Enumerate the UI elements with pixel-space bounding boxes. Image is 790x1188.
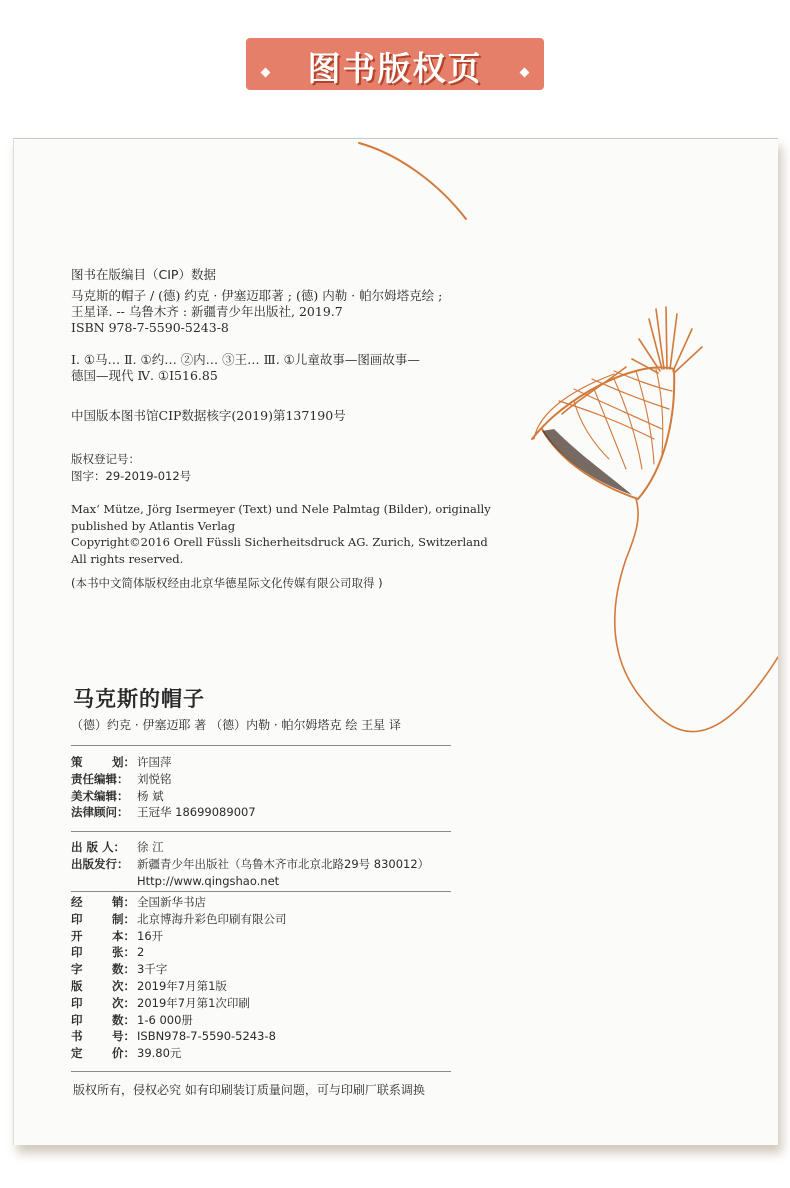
row-label: 法律顾问： — [71, 805, 129, 820]
row-label: 出 版 人： — [71, 840, 126, 854]
row-label: 策 划： — [71, 755, 135, 769]
original-line: Max‘ Mütze, Jörg Isermeyer (Text) und Nele Palmtag (Bilder), originally — [71, 502, 491, 516]
row-value: 1-6 000册 — [137, 1012, 193, 1027]
specs-list — [71, 894, 287, 1062]
row-value: 16开 — [137, 928, 164, 943]
classification-line: 德国—现代 Ⅳ. ①I516.85 — [71, 368, 218, 383]
divider — [71, 891, 451, 892]
registration-section — [71, 451, 531, 485]
row-label: 定 价： — [71, 1046, 135, 1061]
registration-label: 版权登记号： — [71, 452, 140, 466]
spec-row — [71, 928, 287, 945]
row-value: ISBN978-7-5590-5243-8 — [137, 1029, 276, 1044]
row-value: 刘悦铭 — [137, 771, 172, 786]
staff-row — [71, 804, 256, 821]
original-edition-notice — [71, 501, 531, 567]
rights-note-text: (本书中文简体版权经由北京华德星际文化传媒有限公司取得 ) — [71, 576, 383, 590]
row-label: 书 号： — [71, 1029, 135, 1044]
row-label — [71, 873, 135, 890]
row-value: 全国新华书店 — [137, 895, 206, 909]
banner — [246, 38, 544, 90]
spec-row — [71, 911, 287, 928]
cip-section — [71, 267, 531, 283]
row-value: 王冠华 18699089007 — [137, 805, 256, 820]
row-value: 许国萍 — [137, 755, 172, 769]
publisher-row — [71, 873, 429, 890]
classification-line: Ⅰ. ①马… Ⅱ. ①约… ②内… ③王… Ⅲ. ①儿童故事—图画故事— — [71, 352, 420, 367]
row-label: 字 数： — [71, 962, 135, 977]
original-line: All rights reserved. — [71, 551, 184, 566]
row-value: 2 — [137, 945, 145, 960]
publisher-list — [71, 839, 429, 889]
spec-row — [71, 944, 287, 961]
cip-line: 王星译. -- 乌鲁木齐 : 新疆青少年出版社, 2019.7 — [71, 304, 343, 319]
cip-heading: 图书在版编目（CIP）数据 — [71, 267, 216, 282]
row-label: 责任编辑： — [71, 771, 129, 786]
cip-classification — [71, 352, 531, 384]
cip-record — [71, 288, 531, 336]
row-label: 印 张： — [71, 945, 135, 960]
divider — [71, 1071, 451, 1072]
row-value: 39.80元 — [137, 1046, 182, 1061]
divider — [71, 831, 451, 832]
row-value: 3千字 — [137, 962, 168, 977]
spec-row — [71, 961, 287, 978]
staff-row — [71, 788, 256, 805]
cip-verification — [71, 408, 531, 424]
row-label: 经 销： — [71, 895, 135, 909]
original-line: published by Atlantis Verlag — [71, 518, 236, 533]
row-label: 印 数： — [71, 1012, 135, 1027]
staff-row — [71, 771, 256, 788]
row-label: 版 次： — [71, 978, 135, 993]
divider — [71, 745, 451, 746]
row-label: 美术编辑： — [71, 788, 129, 803]
row-value: 2019年7月第1版 — [137, 978, 227, 993]
spec-row — [71, 1028, 287, 1045]
cip-line: 马克斯的帽子 / (德) 约克 · 伊塞迈耶著 ; (德) 内勒 · 帕尔姆塔克绘 ; — [71, 288, 443, 303]
row-label: 出版发行： — [71, 856, 129, 871]
registration-number: 图字：29-2019-012号 — [71, 469, 192, 483]
staff-row — [71, 754, 256, 771]
row-value: 杨 斌 — [137, 788, 164, 803]
publisher-website: Http://www.qingshao.net — [137, 873, 280, 888]
cip-line: ISBN 978-7-5590-5243-8 — [71, 320, 229, 335]
original-line: Copyright©2016 Orell Füssli Sicherheitsdruck AG. Zurich, Switzerland — [71, 535, 488, 550]
rights-note — [71, 575, 531, 591]
spec-row — [71, 894, 287, 911]
staff-list — [71, 754, 256, 821]
row-value: 徐 江 — [137, 840, 164, 854]
book-title: 马克斯的帽子 — [73, 686, 205, 711]
spec-row — [71, 978, 287, 995]
spec-row — [71, 1012, 287, 1029]
row-label: 印 制： — [71, 911, 135, 926]
cip-verify-number: 中国版本图书馆CIP数据核字(2019)第137190号 — [71, 408, 346, 423]
spec-row — [71, 995, 287, 1012]
footer-notice: 版权所有，侵权必究 如有印刷装订质量问题，可与印刷厂联系调换 — [73, 1083, 425, 1097]
row-value: 2019年7月第1次印刷 — [137, 995, 250, 1010]
row-value: 新疆青少年出版社（乌鲁木齐市北京北路29号 830012） — [137, 856, 430, 871]
copyright-page — [13, 138, 778, 1145]
row-value: 北京博海升彩色印刷有限公司 — [137, 911, 287, 926]
book-authors: （德）约克 · 伊塞迈耶 著 （德）内勒 · 帕尔姆塔克 绘 王星 译 — [71, 718, 401, 732]
banner-title: 图书版权页 — [307, 49, 483, 88]
publisher-row — [71, 839, 429, 856]
publisher-row — [71, 856, 429, 873]
spec-row — [71, 1045, 287, 1062]
row-label: 开 本： — [71, 928, 135, 943]
row-label: 印 次： — [71, 995, 135, 1010]
